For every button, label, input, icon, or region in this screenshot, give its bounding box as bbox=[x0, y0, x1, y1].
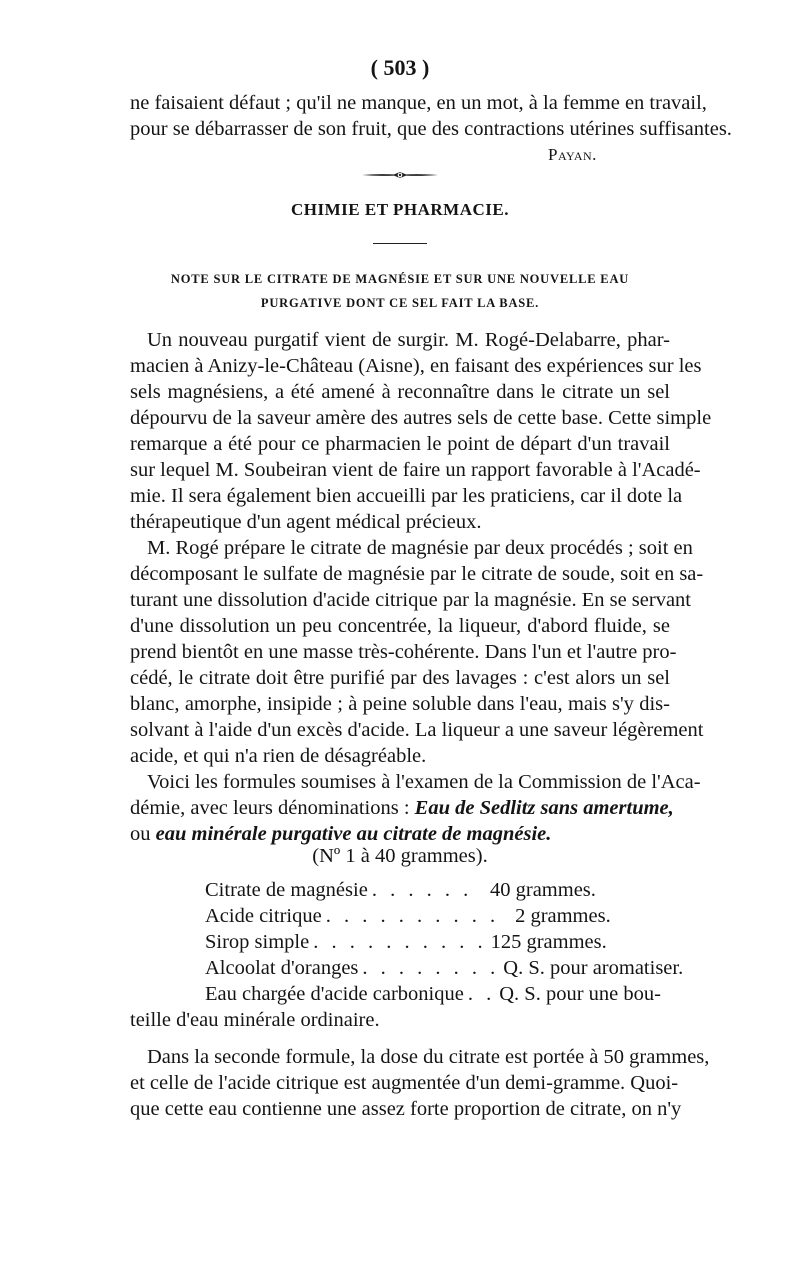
intro-line-1: ne faisaient défaut ; qu'il ne manque, en un mot, à la femme en travail, bbox=[130, 92, 707, 114]
formula-row bbox=[205, 929, 675, 955]
paragraph-1-line-6: sur lequel M. Soubeiran vient de faire un rapport favorable à l'Acadé- bbox=[130, 459, 701, 481]
paragraph-3-line-1: Voici les formules soumises à l'examen de la Commission de l'Aca- bbox=[147, 771, 701, 793]
section-ornament bbox=[360, 170, 440, 180]
leader-dots: . . . . . . . . . . bbox=[325, 905, 500, 927]
ingredient-name: Sirop simple bbox=[205, 931, 310, 953]
paragraph-2-line-4: d'une dissolution un peu concentrée, la liqueur, d'abord fluide, se bbox=[130, 615, 670, 637]
paragraph-2-line-9: acide, et qui n'a rien de désagréable. bbox=[130, 745, 427, 767]
paragraph-2-line-7: blanc, amorphe, insipide ; à peine soluble dans l'eau, mais s'y dis- bbox=[130, 693, 670, 715]
leader-dots: . . bbox=[467, 983, 496, 1005]
paragraph-2-line-3: turant une dissolution d'acide citrique par la magnésie. En se servant bbox=[130, 589, 692, 611]
paragraph-4-line-1: Dans la seconde formule, la dose du citrate est portée à 50 grammes, bbox=[147, 1046, 710, 1068]
leader-dots: . . . . . . bbox=[371, 879, 473, 901]
title-rule bbox=[373, 243, 427, 244]
ingredient-name: Eau chargée d'acide carbonique bbox=[205, 983, 464, 1005]
paragraph-1-line-4: dépourvu de la saveur amère des autres sels de cette base. Cette simple bbox=[130, 407, 712, 429]
ingredient-quantity: Q. S. pour une bou- bbox=[499, 983, 661, 1005]
ingredient-quantity: 40 grammes. bbox=[490, 879, 596, 901]
paragraph-2-line-1: M. Rogé prépare le citrate de magnésie par deux procédés ; soit en bbox=[147, 537, 693, 559]
formula-row bbox=[205, 955, 684, 981]
paragraph-1-line-1: Un nouveau purgatif vient de surgir. M. Rogé-Delabarre, phar- bbox=[147, 329, 670, 351]
formula-row bbox=[205, 903, 675, 929]
paragraph-3-line-3-text: ou bbox=[130, 823, 156, 845]
leader-dots: . . . . . . . . . . bbox=[313, 931, 487, 953]
formula-row bbox=[205, 877, 675, 903]
paragraph-2-line-2: décomposant le sulfate de magnésie par le citrate de soude, soit en sa- bbox=[130, 563, 704, 585]
ingredient-name: Acide citrique bbox=[205, 905, 322, 927]
paragraph-2-line-5: prend bientôt en une masse très-cohérente. Dans l'un et l'autre pro- bbox=[130, 641, 677, 663]
remedy-name-eau-minerale: eau minérale purgative au citrate de magnésie. bbox=[155, 823, 552, 845]
paragraph-1-line-8: thérapeutique d'un agent médical précieux. bbox=[130, 511, 482, 533]
paragraph-4-line-3: que cette eau contienne une assez forte proportion de citrate, on n'y bbox=[130, 1098, 682, 1120]
intro-line-2: pour se débarrasser de son fruit, que des contractions utérines suffisantes. bbox=[130, 118, 732, 140]
paragraph-1-line-5: remarque a été pour ce pharmacien le point de départ d'un travail bbox=[130, 433, 670, 455]
formula-title: (Nº 1 à 40 grammes). bbox=[312, 845, 488, 867]
article-subtitle-line-1: NOTE SUR LE CITRATE DE MAGNÉSIE ET SUR UNE NOUVELLE EAU bbox=[170, 272, 630, 286]
section-title: CHIMIE ET PHARMACIE. bbox=[291, 200, 509, 219]
formula-continuation: teille d'eau minérale ordinaire. bbox=[130, 1009, 380, 1031]
paragraph-1-line-2: macien à Anizy-le-Château (Aisne), en faisant des expériences sur les bbox=[130, 355, 702, 377]
page-number: ( 503 ) bbox=[370, 55, 430, 80]
paragraph-1-line-3: sels magnésiens, a été amené à reconnaître dans le citrate un sel bbox=[130, 381, 670, 403]
paragraph-2-line-8: solvant à l'aide d'un excès d'acide. La liqueur a une saveur légèrement bbox=[130, 719, 704, 741]
paragraph-3-line-2 bbox=[130, 795, 674, 821]
article-subtitle-line-2: PURGATIVE DONT CE SEL FAIT LA BASE. bbox=[260, 296, 540, 310]
paragraph-2-line-6: cédé, le citrate doit être purifié par des lavages : c'est alors un sel bbox=[130, 667, 670, 689]
ingredient-name: Citrate de magnésie bbox=[205, 879, 368, 901]
paragraph-4-line-2: et celle de l'acide citrique est augmentée d'un demi-gramme. Quoi- bbox=[130, 1072, 679, 1094]
paragraph-3-line-3 bbox=[130, 821, 551, 847]
ingredient-quantity: 2 grammes. bbox=[515, 905, 611, 927]
remedy-name-sedlitz: Eau de Sedlitz sans amertume, bbox=[414, 797, 674, 819]
formula-row bbox=[205, 981, 675, 1007]
paragraph-3-line-2-text: démie, avec leurs dénominations : bbox=[130, 797, 415, 819]
ingredient-quantity: Q. S. pour aromatiser. bbox=[503, 957, 684, 979]
ingredient-name: Alcoolat d'oranges bbox=[205, 957, 359, 979]
paragraph-1-line-7: mie. Il sera également bien accueilli par les praticiens, car il dote la bbox=[130, 485, 683, 507]
author-signature: Payan. bbox=[548, 145, 597, 164]
leader-dots: . . . . . . . . bbox=[362, 957, 500, 979]
ingredient-quantity: 125 grammes. bbox=[490, 931, 607, 953]
